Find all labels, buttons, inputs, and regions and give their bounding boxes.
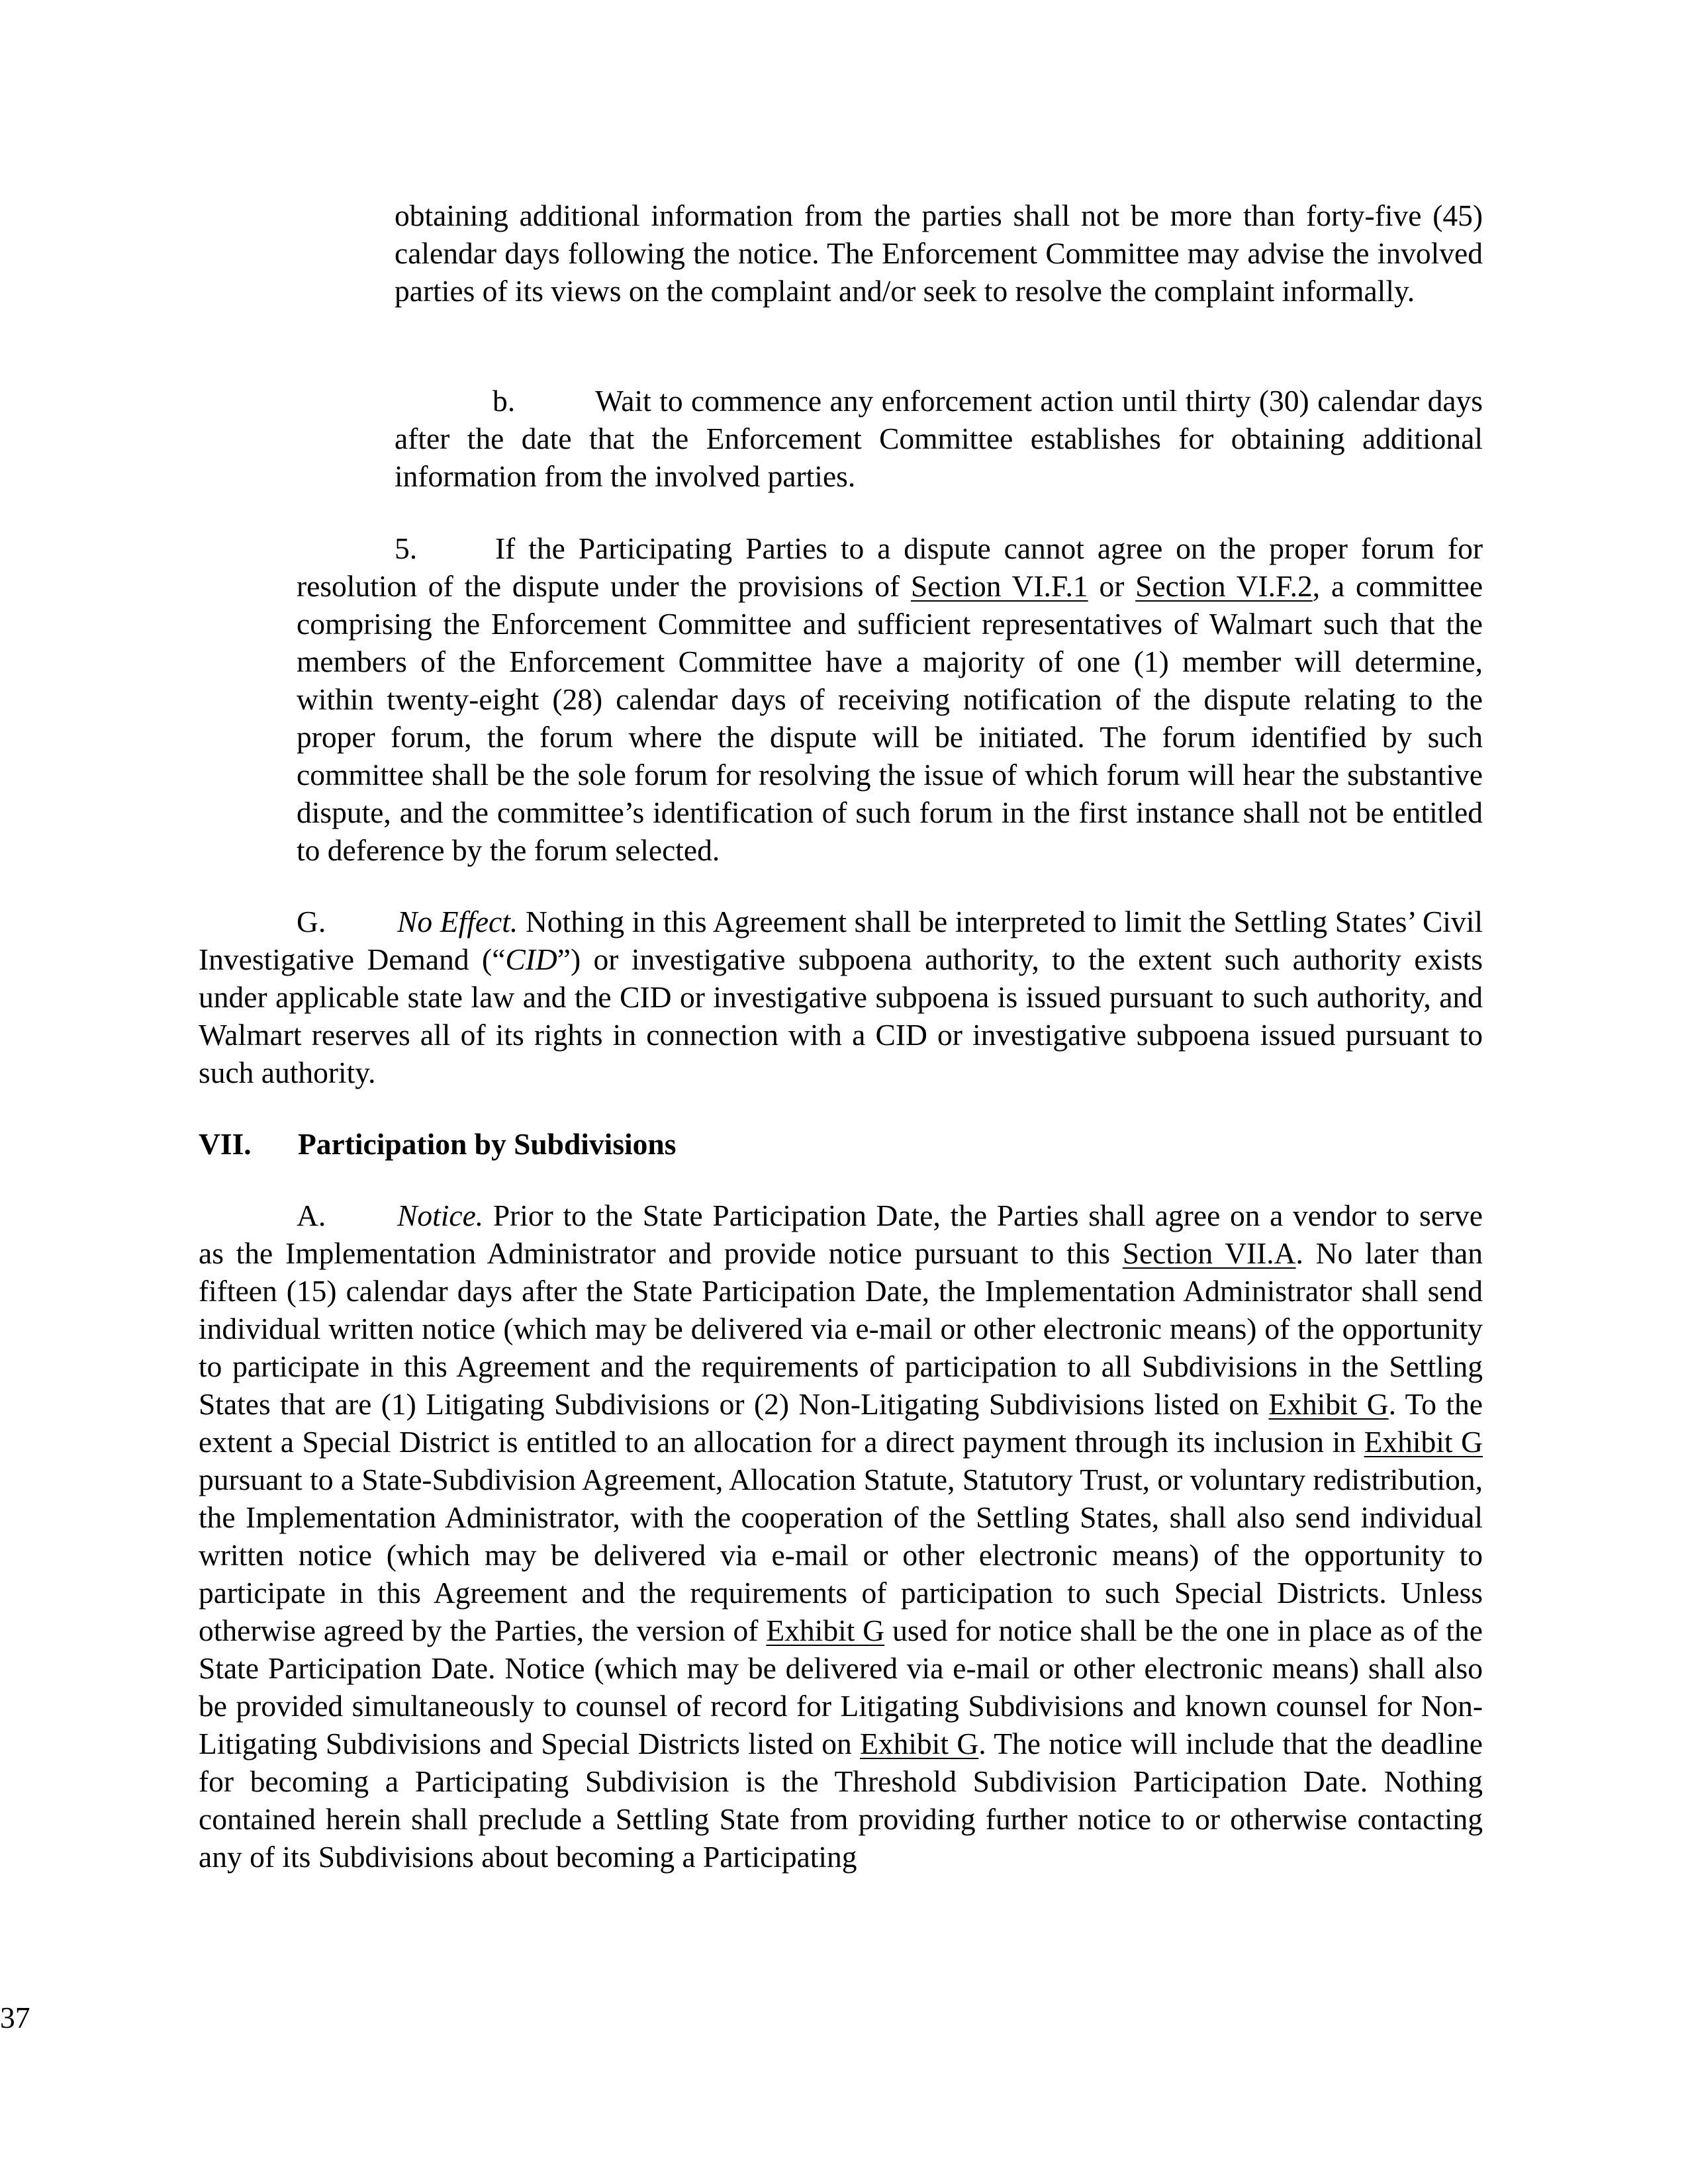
section-label: G. xyxy=(297,905,326,938)
paragraph-text: . To the extent a Special District is entitled to an allocation for a direct payment through its inclusion in xyxy=(199,1387,1483,1459)
section-title: Notice. xyxy=(397,1199,484,1232)
exhibit-reference: Exhibit G xyxy=(1268,1387,1389,1421)
paragraph-text: Nothing in this Agreement shall be interpreted to limit the Settling States’ Civil Investigative Demand (“ xyxy=(199,905,1483,976)
section-heading-vii xyxy=(199,1125,1483,1163)
paragraph-5 xyxy=(297,529,1483,869)
heading-number: VII. xyxy=(199,1127,252,1161)
exhibit-reference: Exhibit G xyxy=(860,1727,979,1760)
page-number: 37 xyxy=(0,2001,30,2034)
section-title: No Effect. xyxy=(397,905,518,938)
paragraph-text: pursuant to a State-Subdivision Agreement, Allocation Statute, Statutory Trust, or voluntary redistribution, the Implementation Administrator, with the cooperation of the Settling States, shall also send individual written notice (which may be delivered via e-mail or other electronic means) of the opportunity to participate in this Agreement and the requirements of participation to such Special Districts. Unless otherwise agreed by the Parties, the version of xyxy=(199,1463,1483,1647)
paragraph-text: , a committee comprising the Enforcement Committee and sufficient representatives of Walmart such that the members of the Enforcement Committee have a majority of one (1) member will determine, within twenty-eight (28) calendar days of receiving notification of the dispute relating to the proper forum, the forum where the dispute will be initiated. The forum identified by such committee shall be the sole forum for resolving the issue of which forum will hear the substantive dispute, and the committee’s identification of such forum in the first instance shall not be entitled to deference by the forum selected. xyxy=(297,569,1483,867)
paragraph-text: or xyxy=(1088,569,1136,603)
paragraph-text: . No later than fifteen (15) calendar days after the State Participation Date, the Implementation Administrator shall send individual written notice (which may be delivered via e-mail or other electronic means) of the opportunity to participate in this Agreement and the requirements of participation to all Subdivisions in the Settling States that are (1) Litigating Subdivisions or (2) Non-Litigating Subdivisions listed on xyxy=(199,1236,1483,1421)
exhibit-reference: Exhibit G xyxy=(1364,1425,1483,1459)
paragraph-text: obtaining additional information from the parties shall not be more than forty-five (45) calendar days following the notice. The Enforcement Committee may advise the involved parties of its views on the complaint and/or seek to resolve the complaint informally. xyxy=(395,199,1483,308)
exhibit-reference: Exhibit G xyxy=(766,1614,885,1647)
section-a xyxy=(199,1197,1483,1876)
section-label: A. xyxy=(297,1199,326,1232)
paragraph-text: If the Participating Parties to a dispute cannot agree on the proper forum for resolution of the dispute under the provisions of xyxy=(297,531,1483,603)
section-g xyxy=(199,903,1483,1091)
paragraph-text: . The notice will include that the deadline for becoming a Participating Subdivision is the Threshold Subdivision Participation Date. Nothing contained herein shall preclude a Settling State from providing further notice to or otherwise contacting any of its Subdivisions about becoming a Participating xyxy=(199,1727,1483,1874)
paragraph-a-continuation xyxy=(395,197,1483,310)
item-label: 5. xyxy=(395,531,418,565)
paragraph-text: ”) or investigative subpoena authority, to the extent such authority exists under applicable state law and the CID or investigative subpoena is issued pursuant to such authority, and Walmart reserves all of its rights in connection with a CID or investigative subpoena issued pursuant to such authority. xyxy=(199,942,1483,1089)
heading-title: Participation by Subdivisions xyxy=(298,1127,677,1161)
paragraph-text: Prior to the State Participation Date, the Parties shall agree on a vendor to serve as the Implementation Administrator and provide notice pursuant to this xyxy=(199,1199,1483,1270)
paragraph-text: Wait to commence any enforcement action until thirty (30) calendar days after the date that the Enforcement Committee establishes for obtaining additional information from the involved parties. xyxy=(395,384,1483,493)
item-label: b. xyxy=(492,384,516,418)
section-reference: Section VI.F.1 xyxy=(911,569,1088,603)
defined-term: CID xyxy=(505,942,557,976)
section-reference: Section VII.A xyxy=(1122,1236,1296,1270)
paragraph-text: used for notice shall be the one in place as of the State Participation Date. Notice (which may be delivered via e-mail or other electronic means) shall also be provided simultaneously to counsel of record for Litigating Subdivisions and known counsel for Non-Litigating Subdivisions and Special Districts listed on xyxy=(199,1614,1483,1760)
paragraph-b xyxy=(395,382,1483,495)
section-reference: Section VI.F.2 xyxy=(1135,569,1313,603)
